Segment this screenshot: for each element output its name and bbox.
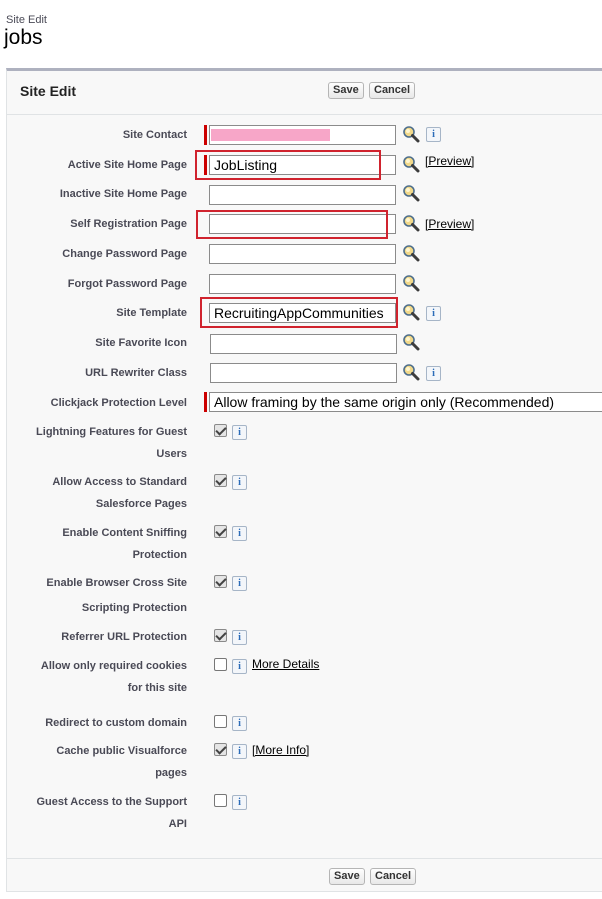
info-icon[interactable]: i xyxy=(232,425,247,440)
page-title: jobs xyxy=(4,26,43,49)
xss-checkbox[interactable] xyxy=(214,575,227,588)
required-indicator xyxy=(204,125,207,145)
info-icon[interactable]: i xyxy=(426,127,441,142)
lookup-magnifier-icon[interactable] xyxy=(402,125,420,143)
preview-link[interactable]: [Preview] xyxy=(425,154,475,168)
xss-label-2: Scripting Protection xyxy=(81,602,187,614)
std-pages-label-1: Allow Access to Standard xyxy=(52,476,187,488)
std-pages-checkbox[interactable] xyxy=(214,474,227,487)
std-pages-label-2: Salesforce Pages xyxy=(95,498,187,510)
active-home-label: Active Site Home Page xyxy=(67,159,187,171)
cookies-label-2: for this site xyxy=(127,682,187,694)
divider xyxy=(7,858,602,859)
lookup-magnifier-icon[interactable] xyxy=(402,155,420,173)
url-rewriter-input[interactable] xyxy=(210,363,397,383)
lookup-magnifier-icon[interactable] xyxy=(402,214,420,232)
guest-api-checkbox[interactable] xyxy=(214,794,227,807)
change-password-label: Change Password Page xyxy=(62,248,187,260)
info-icon[interactable]: i xyxy=(232,795,247,810)
xss-label-1: Enable Browser Cross Site xyxy=(46,577,187,589)
lightning-checkbox[interactable] xyxy=(214,424,227,437)
lightning-label-2: Users xyxy=(156,448,187,460)
referrer-checkbox[interactable] xyxy=(214,629,227,642)
self-registration-label: Self Registration Page xyxy=(70,218,187,230)
redirect-label: Redirect to custom domain xyxy=(45,717,187,729)
sniffing-checkbox[interactable] xyxy=(214,525,227,538)
inactive-home-input[interactable] xyxy=(209,185,396,205)
lookup-magnifier-icon[interactable] xyxy=(402,303,420,321)
lightning-label-1: Lightning Features for Guest xyxy=(36,426,187,438)
lookup-magnifier-icon[interactable] xyxy=(402,363,420,381)
redacted-value xyxy=(211,129,330,141)
cache-label-2: pages xyxy=(155,767,187,779)
lookup-magnifier-icon[interactable] xyxy=(402,184,420,202)
required-indicator xyxy=(204,392,207,412)
divider xyxy=(7,114,602,115)
highlight-box xyxy=(200,297,398,328)
guest-api-label-2: API xyxy=(168,818,187,830)
cancel-button-bottom[interactable]: Cancel xyxy=(370,868,416,885)
cancel-button-top[interactable]: Cancel xyxy=(369,82,415,99)
save-button-bottom[interactable]: Save xyxy=(329,868,365,885)
save-button-top[interactable]: Save xyxy=(328,82,364,99)
site-contact-label: Site Contact xyxy=(122,129,187,141)
clickjack-label: Clickjack Protection Level xyxy=(50,397,187,409)
sniffing-label-2: Protection xyxy=(132,549,187,561)
cache-checkbox[interactable] xyxy=(214,743,227,756)
redirect-checkbox[interactable] xyxy=(214,715,227,728)
lookup-magnifier-icon[interactable] xyxy=(402,274,420,292)
site-template-label: Site Template xyxy=(116,307,187,319)
site-favicon-input[interactable] xyxy=(210,334,397,354)
active-home-input[interactable]: JobListing xyxy=(209,155,396,175)
lookup-magnifier-icon[interactable] xyxy=(402,244,420,262)
inactive-home-label: Inactive Site Home Page xyxy=(59,188,187,200)
cache-label-1: Cache public Visualforce xyxy=(56,745,187,757)
preview-link[interactable]: [Preview] xyxy=(425,217,475,231)
change-password-input[interactable] xyxy=(209,244,396,264)
referrer-label: Referrer URL Protection xyxy=(61,631,187,643)
cookies-checkbox[interactable] xyxy=(214,658,227,671)
site-favicon-label: Site Favorite Icon xyxy=(95,337,187,349)
more-info-link[interactable]: [More Info] xyxy=(252,743,310,757)
info-icon[interactable]: i xyxy=(232,744,247,759)
info-icon[interactable]: i xyxy=(232,526,247,541)
cookies-label-1: Allow only required cookies xyxy=(40,660,187,672)
url-rewriter-label: URL Rewriter Class xyxy=(85,367,187,379)
clickjack-select[interactable]: Allow framing by the same origin only (Recommended) xyxy=(209,392,602,412)
forgot-password-label: Forgot Password Page xyxy=(67,278,187,290)
info-icon[interactable]: i xyxy=(426,306,441,321)
highlight-box xyxy=(195,150,381,180)
page-subtitle: Site Edit xyxy=(6,14,47,26)
highlight-box xyxy=(196,210,388,239)
site-template-input[interactable]: RecruitingAppCommunities xyxy=(209,303,396,323)
info-icon[interactable]: i xyxy=(232,630,247,645)
info-icon[interactable]: i xyxy=(426,366,441,381)
panel-title: Site Edit xyxy=(20,83,77,99)
sniffing-label-1: Enable Content Sniffing xyxy=(62,527,187,539)
more-details-link[interactable]: More Details xyxy=(252,657,320,671)
guest-api-label-1: Guest Access to the Support xyxy=(36,796,187,808)
info-icon[interactable]: i xyxy=(232,475,247,490)
forgot-password-input[interactable] xyxy=(209,274,396,294)
info-icon[interactable]: i xyxy=(232,659,247,674)
info-icon[interactable]: i xyxy=(232,576,247,591)
info-icon[interactable]: i xyxy=(232,716,247,731)
lookup-magnifier-icon[interactable] xyxy=(402,333,420,351)
